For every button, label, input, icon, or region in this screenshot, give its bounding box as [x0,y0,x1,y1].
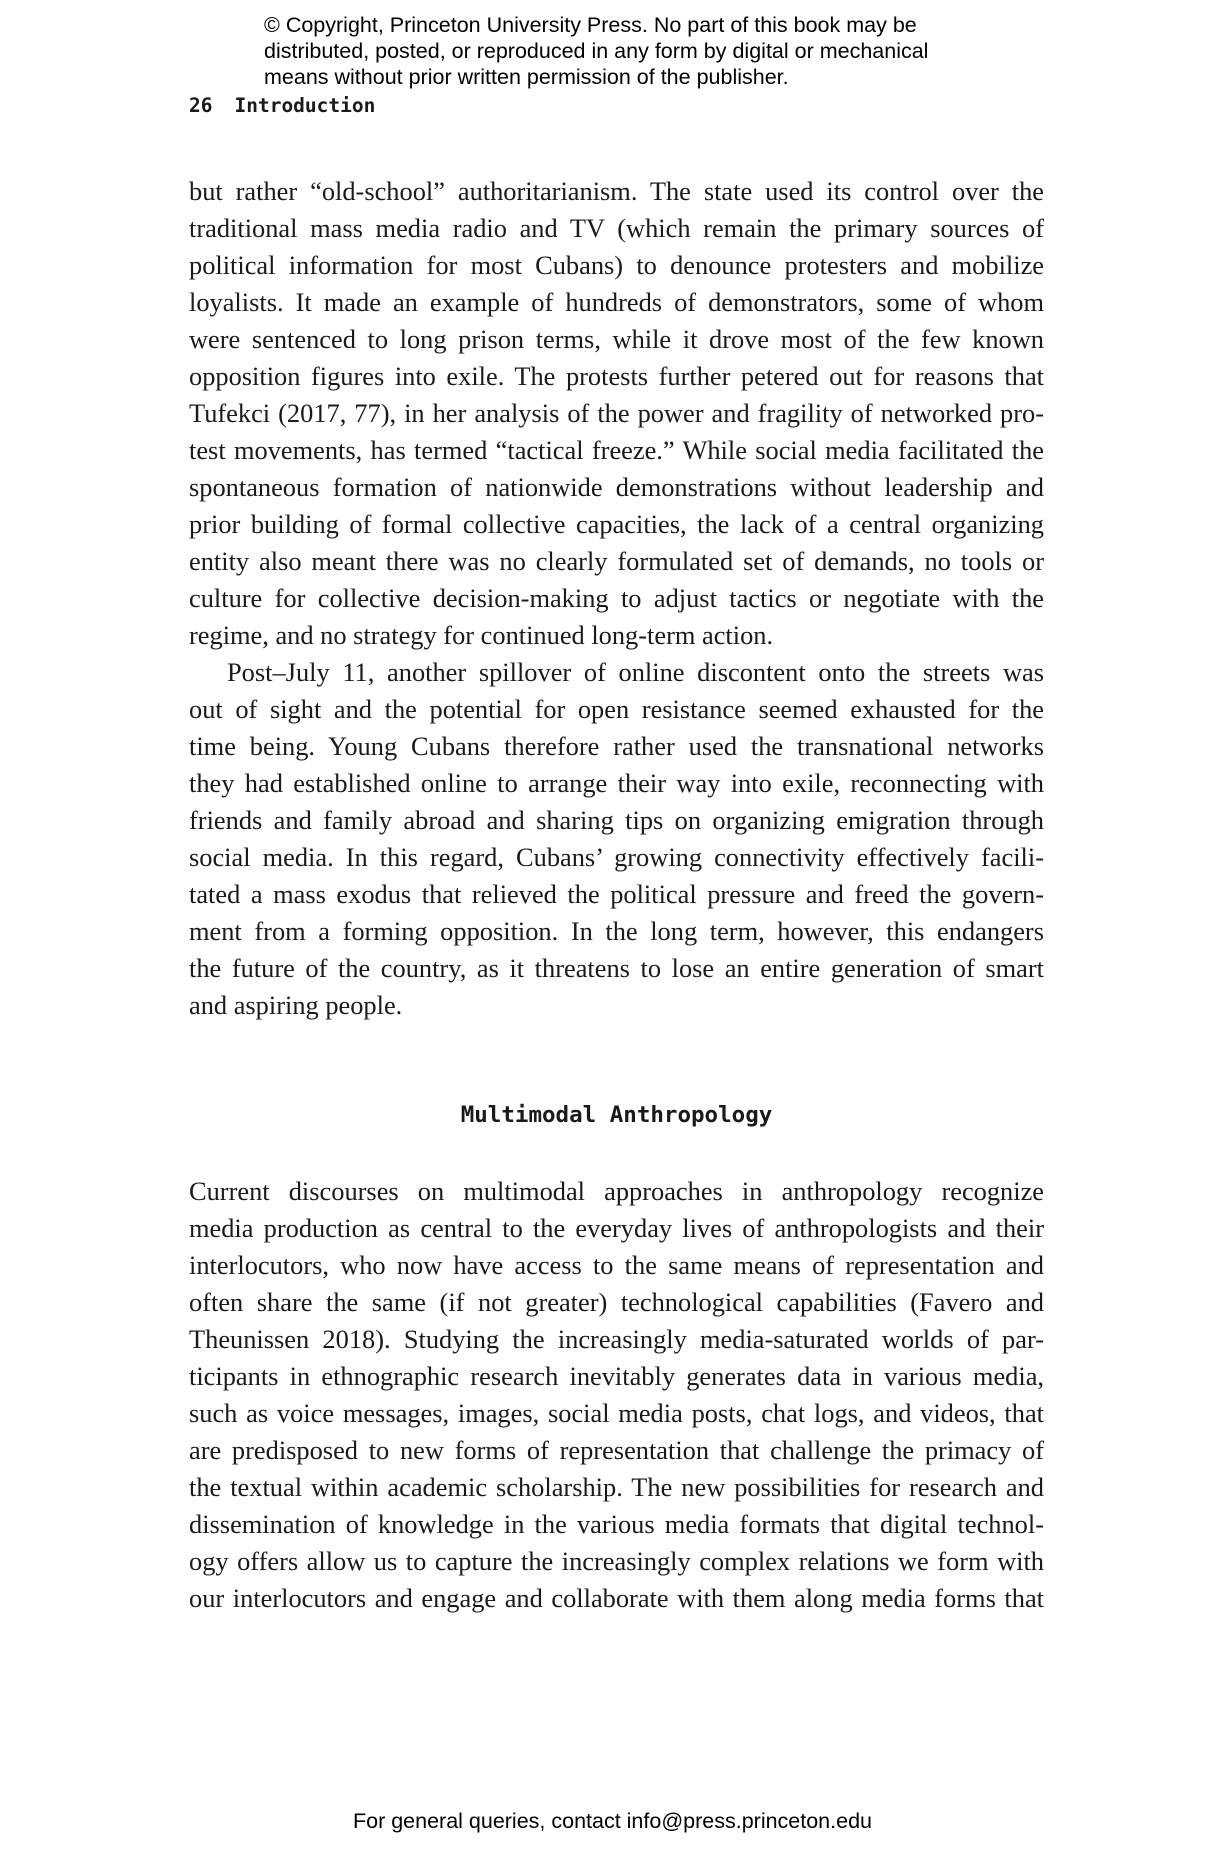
copyright-line: means without prior written permission of the publisher. [264,65,789,89]
text-line: Current discourses on multimodal approaches in anthropology recognize [189,1176,1044,1206]
copyright-line: distributed, posted, or reproduced in any form by digital or mechanical [264,39,929,63]
text-line: ment from a forming opposition. In the long term, however, this endangers [189,916,1044,946]
copyright-notice [264,12,1024,90]
text-line: Tufekci (2017, 77), in her analysis of the power and fragility of networked pro- [189,398,1044,428]
text-line: entity also meant there was no clearly formulated set of demands, no tools or [189,546,1044,576]
running-head [189,93,375,119]
text-line: out of sight and the potential for open resistance seemed exhausted for the [189,694,1044,724]
paragraph [189,654,1044,1024]
text-line: they had established online to arrange their way into exile, reconnecting with [189,768,1044,798]
text-line: ticipants in ethnographic research inevitably generates data in various media, [189,1361,1044,1391]
text-line: prior building of formal collective capacities, the lack of a central organizing [189,509,1044,539]
text-line: and aspiring people. [189,990,403,1020]
text-line: political information for most Cubans) to denounce protesters and mobilize [189,250,1044,280]
text-line: regime, and no strategy for continued long-term action. [189,620,774,650]
text-line: Post–July 11, another spillover of online discontent onto the streets was [227,657,1044,687]
text-line: loyalists. It made an example of hundreds of demonstrators, some of whom [189,287,1044,317]
text-line: Theunissen 2018). Studying the increasingly media-saturated worlds of par- [189,1324,1044,1354]
text-line: ogy offers allow us to capture the increasingly complex relations we form with [189,1546,1044,1576]
text-line: opposition figures into exile. The protests further petered out for reasons that [189,361,1044,391]
text-line: are predisposed to new forms of representation that challenge the primacy of [189,1435,1044,1465]
text-line: time being. Young Cubans therefore rather used the transnational networks [189,731,1044,761]
text-line: spontaneous formation of nationwide demonstrations without leadership and [189,472,1044,502]
text-line: the future of the country, as it threatens to lose an entire generation of smart [189,953,1044,983]
text-line: friends and family abroad and sharing tips on organizing emigration through [189,805,1044,835]
text-line: the textual within academic scholarship. The new possibilities for research and [189,1472,1044,1502]
copyright-line: © Copyright, Princeton University Press. No part of this book may be [264,13,917,37]
text-line: were sentenced to long prison terms, while it drove most of the few known [189,324,1044,354]
section-heading: Multimodal Anthropology [460,1102,773,1128]
text-line: such as voice messages, images, social media posts, chat logs, and videos, that [189,1398,1044,1428]
footer-contact: For general queries, contact info@press.princeton.edu [352,1809,872,1833]
paragraph [189,1173,1044,1617]
text-line: traditional mass media radio and TV (which remain the primary sources of [189,213,1044,243]
running-head-section: Introduction [234,94,376,117]
page-number: 26 [189,94,213,117]
text-line: media production as central to the everyday lives of anthropologists and their [189,1213,1044,1243]
text-line: interlocutors, who now have access to the same means of representation and [189,1250,1044,1280]
text-line: tated a mass exodus that relieved the political pressure and freed the govern- [189,879,1044,909]
text-line: but rather “old-school” authoritarianism. The state used its control over the [189,176,1044,206]
text-line: our interlocutors and engage and collaborate with them along media forms that [189,1583,1044,1613]
text-line: often share the same (if not greater) technological capabilities (Favero and [189,1287,1044,1317]
paragraph [189,173,1044,654]
text-line: dissemination of knowledge in the various media formats that digital technol- [189,1509,1044,1539]
text-line: social media. In this regard, Cubans’ growing connectivity effectively facili- [189,842,1044,872]
text-line: test movements, has termed “tactical freeze.” While social media facilitated the [189,435,1044,465]
text-line: culture for collective decision-making to adjust tactics or negotiate with the [189,583,1044,613]
